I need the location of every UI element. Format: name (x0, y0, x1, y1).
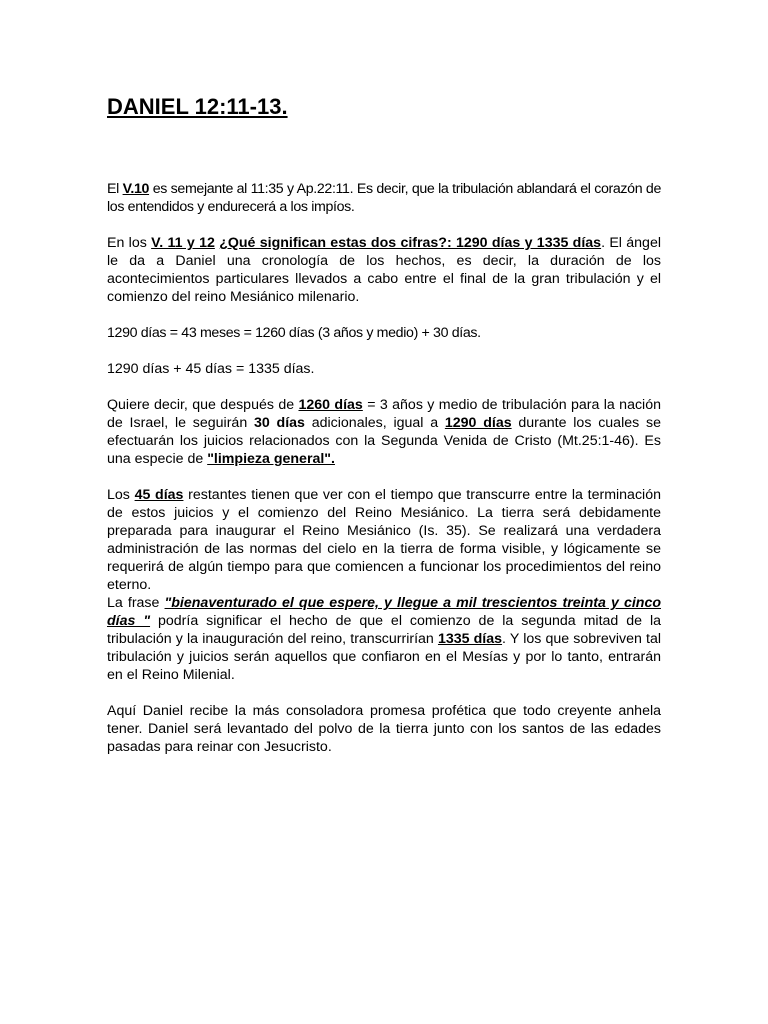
emphasis-30-dias: 30 días (254, 415, 305, 431)
text-run: durante los cuales se efectuarán los juicios relacionados con la Segunda Venida de Cristo (Mt.25:1-46). Es una especie de (107, 415, 661, 467)
text-run: adicionales, igual a (304, 415, 445, 431)
emphasis-1335-dias: 1335 días (437, 631, 503, 647)
verse-reference: V.10 (122, 181, 150, 197)
paragraph-la-frase (107, 594, 661, 684)
emphasis-limpieza-general: "limpieza general". (207, 451, 335, 467)
text-run: es semejante al 11:35 y Ap.22:11. Es decir, que la tribulación ablandará el corazón de los entendidos y endurecerá a los impíos. (107, 181, 661, 215)
text-run: = 3 años y medio de tribulación para la nación de Israel, le seguirán (107, 397, 661, 431)
paragraph-45-dias (107, 486, 661, 594)
text-run: El (107, 181, 123, 197)
text-run: . Y los que sobreviven tal tribulación y juicios serán aquellos que confiaron en el Mesías y por lo tanto, entrarán en el Reino Milenial. (107, 631, 661, 683)
paragraph-equation-2: 1290 días + 45 días = 1335 días. (107, 361, 315, 377)
text-run: Los (107, 487, 135, 503)
text-run: La frase (107, 595, 165, 611)
text-run: En los (107, 235, 152, 251)
emphasis-question: ¿Qué significan estas dos cifras?: 1290 días y 1335 días (219, 235, 602, 251)
verse-reference: V. 11 y 12 (151, 235, 215, 251)
paragraph-v11-12 (107, 234, 661, 306)
paragraph-equation-1: 1290 días = 43 meses = 1260 días (3 años y medio) + 30 días. (107, 325, 481, 341)
emphasis-45-dias: 45 días (134, 487, 184, 503)
emphasis-1290-dias: 1290 días (444, 415, 512, 431)
paragraph-v10 (107, 180, 661, 216)
emphasis-quote: "bienaventurado el que espere, y llegue a mil trescientos treinta y cinco días " (107, 595, 661, 629)
emphasis-1260-dias: 1260 días (298, 397, 363, 413)
text-run: restantes tienen que ver con el tiempo que transcurre entre la terminación de estos juicios y el comienzo del Reino Mesiánico. La tierra será debidamente preparada para inaugurar el Reino Mesiánico (Is. 35). Se realizará una verdadera administración de las normas del cielo en la tierra de forma visible, y lógicamente se requerirá de algún tiempo para que comiencen a funcionar los procedimientos del reino eterno. (107, 487, 661, 593)
paragraph-explanation (107, 396, 661, 468)
document-title: DANIEL 12:11-13. (107, 94, 288, 119)
document-body (107, 180, 661, 774)
text-run: Quiere decir, que después de (107, 397, 299, 413)
paragraph-conclusion: Aquí Daniel recibe la más consoladora promesa profética que todo creyente anhela tener. Daniel será levantado del polvo de la tierra junto con los santos de las edades pasadas para reinar con Jesucristo. (107, 703, 661, 755)
text-run: . El ángel le da a Daniel una cronología de los hechos, es decir, la duración de los acontecimientos particulares llevados a cabo entre el final de la gran tribulación y el comienzo del reino Mesiánico milenario. (107, 235, 661, 305)
text-run: podría significar el hecho de que el comienzo de la segunda mitad de la tribulación y la inauguración del reino, transcurrirían (107, 613, 661, 647)
